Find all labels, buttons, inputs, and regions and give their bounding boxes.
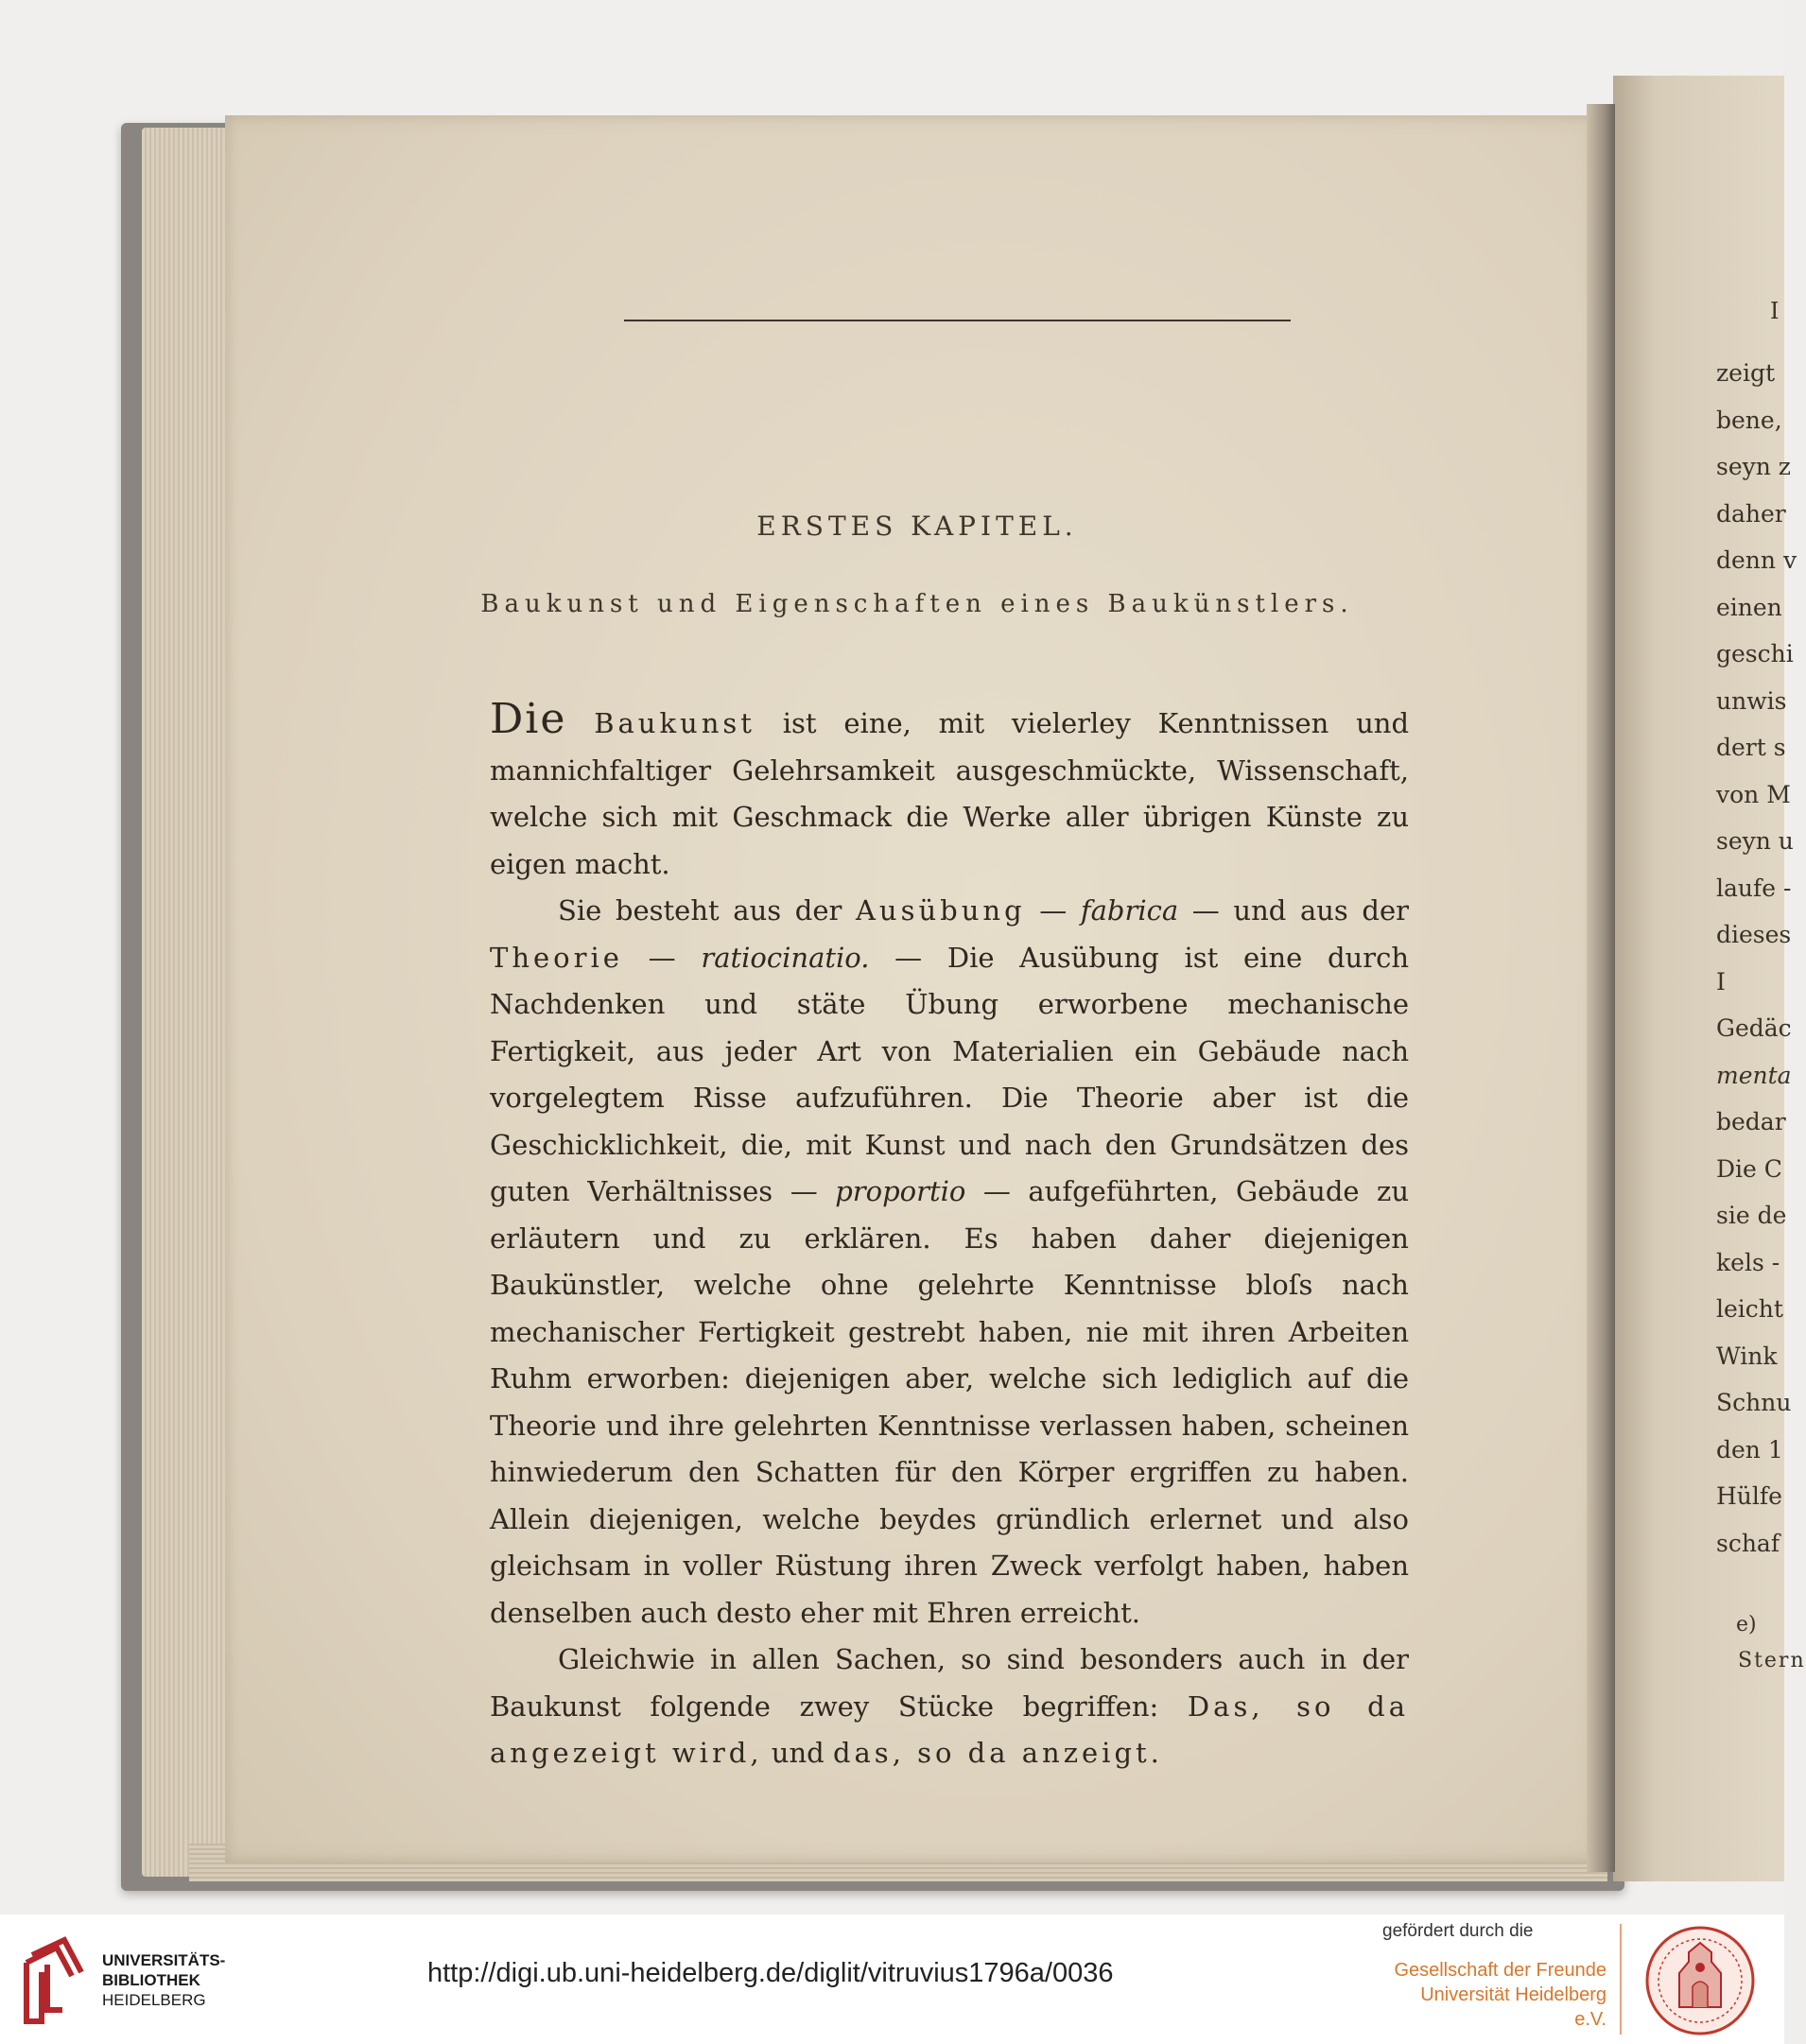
text-run: — [1025,894,1081,927]
text-run: — und aus der [1178,894,1410,927]
spaced-word: Ausübung [855,894,1026,927]
chapter-subtitle: Baukunst und Eigenschaften eines Baukünstlers. [480,590,1354,618]
library-logo-text [102,1950,225,2010]
facing-page-line: bene, [1716,406,1782,434]
facing-page-line: seyn u [1716,827,1794,855]
paragraph-text: ist eine, mit vielerley Kenntnissen und mannichfaltiger Gelehrsamkeit ausgeschmückte, Wissenschaft, welche sich mit Geschmack die Werke aller übrigen Künste zu eigen macht. [490,707,1410,880]
facing-page-line: bedar [1716,1108,1786,1135]
text-run: und [762,1737,833,1769]
latin-term: proportio [835,1175,966,1207]
chapter-title: ERSTES KAPITEL. [756,511,1078,542]
facing-page-line: I [1716,967,1726,996]
society-line-2: Universität Heidelberg e.V. [1420,1984,1606,2030]
society-name [1387,1958,1606,2032]
facing-page-line: dieses [1716,921,1792,948]
spaced-phrase: das, so da anzeigt. [832,1737,1163,1769]
paragraph-1 [490,696,1409,888]
facing-page-line: den 1 [1716,1435,1783,1464]
sponsored-by-label: gefördert durch die [1382,1921,1534,1941]
facing-page-line: seyn z [1716,453,1791,480]
facing-page-fragment: I [1770,298,1780,324]
facing-footnote-text: Stern [1738,1649,1806,1672]
society-line-1: Gesellschaft der Freunde [1394,1960,1606,1981]
facing-page-line: Schnu [1716,1389,1792,1416]
facing-page-line: dert s [1716,734,1786,761]
book-gutter [1587,104,1615,1872]
facing-page-line: Die C [1716,1154,1782,1183]
facing-page-line: unwis [1716,686,1787,715]
facing-page-line: kels - [1716,1248,1780,1276]
initial-word: Die [490,695,567,743]
paragraph-3 [490,1637,1409,1777]
text-run: Sie besteht aus der [558,894,856,927]
facing-page-line: von M [1716,780,1791,808]
facing-page-text [1716,350,1797,1567]
header-rule [624,320,1291,321]
facing-page-line: Wink [1716,1342,1778,1370]
text-run: — aufgeführten, Gebäude zu erläutern und zu erklären. Es haben daher diejenigen Baukünstler, welche ohne gelehrte Kenntnisse bloſs nach mechanischer Fertigkeit gestrebt haben, nie mit ihren Arbeiten Ruhm erworben: diejenigen aber, welche sich lediglich auf die Theorie und ihre gelehrten Kenntnisse verlassen haben, scheinen hinwiederum den Schatten für den Körper ergriffen zu haben. Allein diejenigen, welche beydes gründlich erlernet und also gleichsam in voller Rüstung ihren Zweck verfolgt haben, haben denselben auch desto eher mit Ehren erreicht. [490,1175,1409,1629]
facing-page-line: geschi [1716,640,1794,667]
text-run: — Die Ausübung ist eine durch Nachdenken und stäte Übung erworbene mechanische Fertigkeit, aus jeder Art von Materialien ein Gebäude nach vorgelegtem Risse aufzuführen. Die Theorie aber ist die Geschicklichkeit, die, mit Kunst und nach den Grundsätzen des guten Verhältnisses — [490,941,1410,1207]
spaced-word: Theorie [490,941,623,974]
footer-divider [1620,1924,1622,2035]
facing-page-line: schaf [1716,1529,1780,1557]
latin-term: fabrica [1080,894,1179,927]
spaced-phrase: Das, so da angezeigt wird, [490,1689,1409,1769]
university-seal-icon [1643,1924,1757,2037]
facing-page-line: einen [1716,593,1782,621]
ub-logo-icon [19,1934,89,2025]
facing-page-line: leicht [1716,1295,1783,1323]
facing-page-line: sie de [1716,1202,1787,1229]
facing-page-line: daher [1716,499,1786,528]
facing-page-line: laufe - [1716,874,1792,902]
text-run: — [622,941,702,974]
logo-line-1: UNIVERSITÄTS- [102,1951,226,1969]
permalink-url[interactable]: http://digi.ub.uni-heidelberg.de/diglit/vitruvius1796a/0036 [427,1958,1114,1988]
body-text [490,696,1409,1777]
logo-line-2: BIBLIOTHEK [102,1971,200,1989]
page-edges [142,128,227,1877]
facing-footnote: e) [1736,1613,1757,1637]
paragraph-2 [490,888,1409,1637]
latin-term: ratiocinatio. [701,941,870,974]
text-run: Gleichwie in allen Sachen, so sind besonders auch in der Baukunst folgende zwey Stücke begriffen: [490,1643,1409,1723]
facing-page-line: denn v [1716,546,1797,574]
facing-page-line: Gedäc [1716,1014,1792,1042]
facing-page-line: Hülfe [1716,1482,1782,1510]
facing-page-line: menta [1716,1061,1792,1089]
spaced-word: Baukunst [594,707,755,739]
facing-page-line: zeigt [1716,359,1776,387]
logo-line-3: HEIDELBERG [102,1991,206,2009]
